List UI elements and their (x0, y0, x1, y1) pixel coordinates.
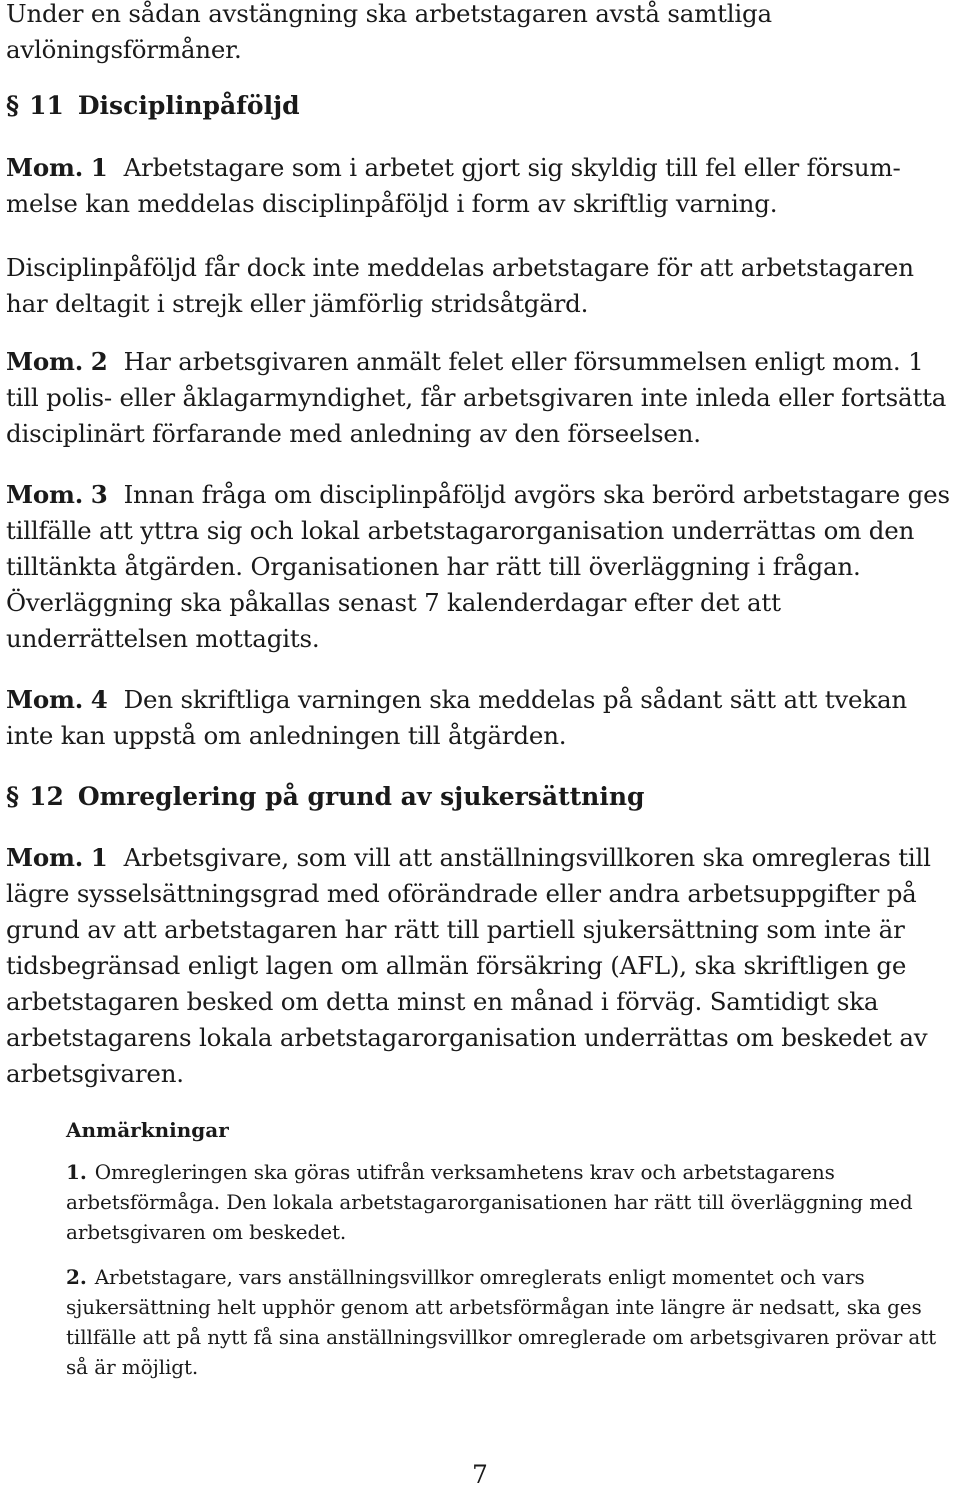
mom-text: Innan fråga om disciplinpåföljd avgörs ska berörd arbetstagare ges tillfälle att yttra sig och lokal arbetstagarorganisation underrättas om den tilltänkta åtgärden. Organisationen har rätt till överläggning i frågan. Överläggning ska påkallas senast 7 kalenderdagar efter det att underrättelsen mottagits. (6, 480, 950, 653)
mom-text: Den skriftliga varningen ska meddelas på sådant sätt att tvekan inte kan uppstå om anledningen till åtgärden. (6, 685, 907, 750)
section-number: 12 (29, 782, 64, 811)
mom-label: Mom. (6, 347, 84, 376)
note-number: 1. (66, 1160, 87, 1184)
mom-text: Arbetstagare som i arbetet gjort sig skyldig till fel eller försum-melse kan meddelas disciplinpåföljd i form av skriftlig varning. (6, 153, 901, 218)
mom-text: Arbetsgivare, som vill att anställningsvillkoren ska omregleras till lägre sysselsättningsgrad med oförändrade eller andra arbetsuppgifter på grund av att arbetstagaren har rätt till partiell sjukersättning som inte är tidsbegränsad enligt lagen om allmän försäkring (AFL), ska skriftligen ge arbetstagaren besked om detta minst en månad i förväg. Samtidigt ska arbetstagarens lokala arbetstagarorganisation underrättas om beskedet av arbetsgivaren. (6, 843, 931, 1088)
mom-label: Mom. (6, 153, 84, 182)
section-number: 11 (29, 91, 64, 120)
mom-label: Mom. (6, 843, 84, 872)
notes-title: Anmärkningar (66, 1118, 229, 1142)
section11-mom2 (6, 344, 954, 452)
section12-mom1 (6, 840, 954, 1092)
section-heading-11 (6, 88, 300, 124)
mom-label: Mom. (6, 685, 84, 714)
note-item (66, 1157, 960, 1247)
note-text: Arbetstagare, vars anställningsvillkor omreglerats enligt momentet och vars sjukersättning helt upphör genom att arbetsförmågan inte längre är nedsatt, ska ges tillfälle att på nytt få sina anställningsvillkor omreglerade om arbetsgivaren prövar att så är möjligt. (66, 1265, 937, 1379)
note-number: 2. (66, 1265, 87, 1289)
section-heading-12 (6, 779, 645, 815)
section11-mom4 (6, 682, 954, 754)
section-symbol: § (6, 782, 20, 811)
section-title: Disciplinpåföljd (77, 91, 300, 120)
mom-number: 2 (90, 347, 108, 376)
mom-number: 1 (90, 843, 108, 872)
section11-mom3 (6, 477, 954, 657)
mom-number: 3 (90, 480, 108, 509)
mom-label: Mom. (6, 480, 84, 509)
document-page (6, 0, 954, 1491)
mom-number: 4 (90, 685, 108, 714)
section-symbol: § (6, 91, 20, 120)
mom-number: 1 (90, 153, 108, 182)
note-item (66, 1262, 960, 1382)
section11-mom1 (6, 150, 946, 222)
page-number: 7 (472, 1460, 488, 1489)
section-title: Omreglering på grund av sjukersättning (77, 782, 645, 811)
section11-mom1-extra: Disciplinpåföljd får dock inte meddelas arbetstagare för att arbetstagaren har deltagit i strejk eller jämförlig stridsåtgärd. (6, 253, 914, 318)
note-text: Omregleringen ska göras utifrån verksamhetens krav och arbetstagarens arbetsförmåga. Den lokala arbetstagarorganisationen har rätt till överläggning med arbetsgivaren om beskedet. (66, 1160, 913, 1244)
intro-paragraph: Under en sådan avstängning ska arbetstagaren avstå samtliga avlöningsförmåner. (6, 0, 772, 64)
mom-text: Har arbetsgivaren anmält felet eller försummelsen enligt mom. 1 till polis- eller åklagarmyndighet, får arbetsgivaren inte inleda eller fortsätta disciplinärt förfarande med anledning av den förseelsen. (6, 347, 947, 448)
